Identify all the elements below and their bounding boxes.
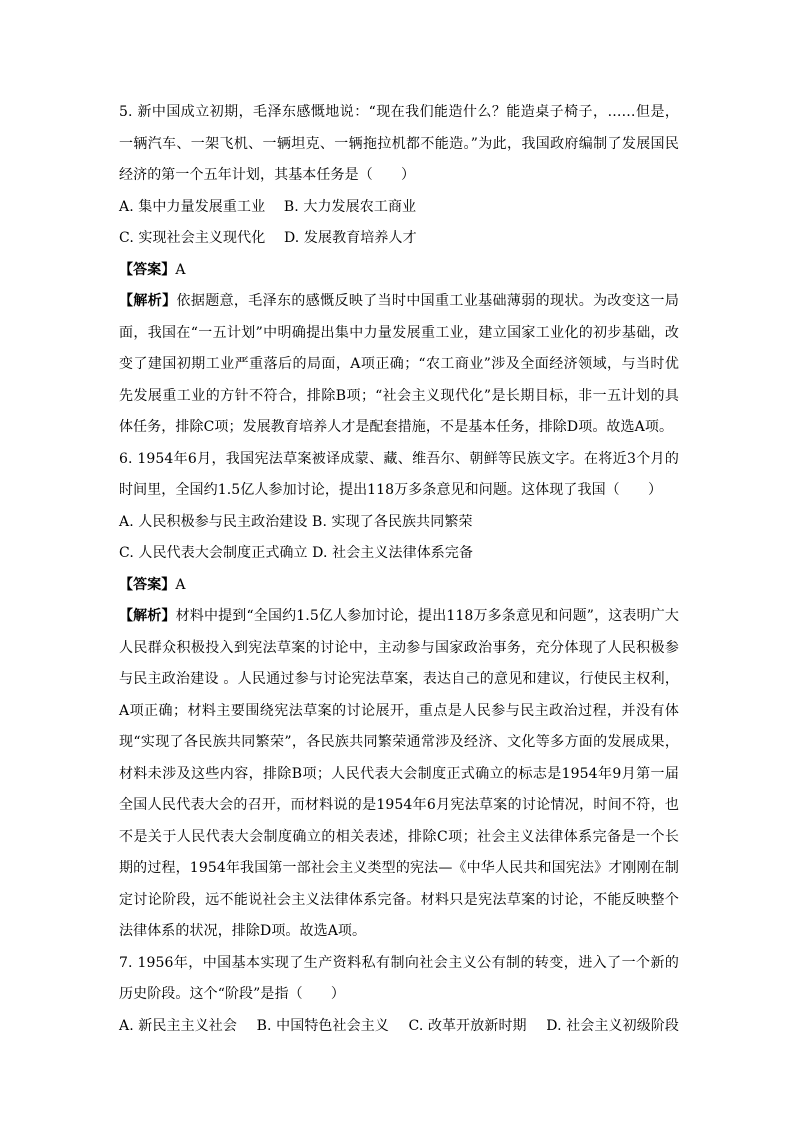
question-7-option-c: C. 改革开放新时期 xyxy=(408,1017,527,1034)
question-6-options-cd: C. 人民代表大会制度正式确立 D. 社会主义法律体系完备 xyxy=(119,545,474,561)
analysis-label: 【解析】 xyxy=(119,608,176,624)
answer-value: A xyxy=(175,261,186,278)
question-5-options-ab: A. 集中力量发展重工业 B. 大力发展农工商业 xyxy=(119,198,417,215)
analysis-label: 【解析】 xyxy=(119,293,177,309)
analysis-text: 材料中提到“全国约1.5亿人参加讨论，提出118万多条意见和问题”，这表明广大人民群众积极投入到宪法草案的讨论中，主动参与国家政治事务，充分体现了人民积极参与民主政治建设 。人民通过参与讨论宪法草案，表达自己的意见和建议，行使民主权利，A项正确；材料主要围绕宪法草案的讨论展开，重点是人民参与民主政治过程，并没有体现“实现了各民族共同繁荣”，各民族共同繁荣通常涉及经济、文化等多方面的发展成果，材料未涉及这些内容，排除B项；人民代表大会制度正式确立的标志是1954年9月第一届全国人民代表大会的召开，而材料说的是1954年6月宪法草案的讨论情况，时间不符，也不是关于人民代表大会制度确立的相关表述，排除C项；社会主义法律体系完备是一个长期的过程，1954年我国第一部社会主义类型的宪法—《中华人民共和国宪法》才刚刚在制定讨论阶段，远不能说社会主义法律体系完备。材料只是宪法草案的讨论，不能反映整个法律体系的状况，排除D项。故选A项。 xyxy=(119,608,679,939)
question-7-option-d: D. 社会主义初级阶段 xyxy=(546,1017,679,1034)
question-6-options-ab: A. 人民积极参与民主政治建设 B. 实现了各民族共同繁荣 xyxy=(119,513,473,530)
question-6-stem: 6. 1954年6月，我国宪法草案被译成蒙、藏、维吾尔、朝鲜等民族文字。在将近3个月的时间里，全国约1.5亿人参加讨论，提出118万多条意见和问题。这体现了我国（ ） xyxy=(119,450,679,498)
question-7-option-b: B. 中国特色社会主义 xyxy=(256,1017,389,1034)
document-content xyxy=(119,97,679,1042)
question-7-stem: 7. 1956年，中国基本实现了生产资料私有制向社会主义公有制的转变，进入了一个新的历史阶段。这个“阶段”是指（ ） xyxy=(119,954,679,1002)
question-7-option-a: A. 新民主主义社会 xyxy=(119,1017,238,1034)
answer-value: A xyxy=(175,576,186,593)
question-6-answer xyxy=(119,570,679,602)
question-5-analysis xyxy=(119,286,679,444)
answer-label: 【答案】 xyxy=(119,576,176,593)
question-5-answer xyxy=(119,255,679,287)
analysis-text: 依据题意，毛泽东的感慨反映了当时中国重工业基础薄弱的现状。为改变这一局面，我国在“一五计划”中明确提出集中力量发展重工业，建立国家工业化的初步基础，改变了建国初期工业严重落后的局面，A项正确；“农工商业”涉及全面经济领域，与当时优先发展重工业的方针不符合，排除B项；“社会主义现代化”是长期目标，非一五计划的具体任务，排除C项；发展教育培养人才是配套措施，不是基本任务，排除D项。故选A项。 xyxy=(119,293,679,435)
question-6-analysis xyxy=(119,601,679,948)
question-5-options-cd: C. 实现社会主义现代化 D. 发展教育培养人才 xyxy=(119,230,417,246)
question-5-stem: 5. 新中国成立初期，毛泽东感慨地说：“现在我们能造什么？能造桌子椅子，……但是，一辆汽车、一架飞机、一辆坦克、一辆拖拉机都不能造。”为此，我国政府编制了发展国民经济的第一个五年计划，其基本任务是（ ） xyxy=(119,104,679,183)
question-7-options xyxy=(119,1011,679,1043)
answer-label: 【答案】 xyxy=(119,261,176,278)
